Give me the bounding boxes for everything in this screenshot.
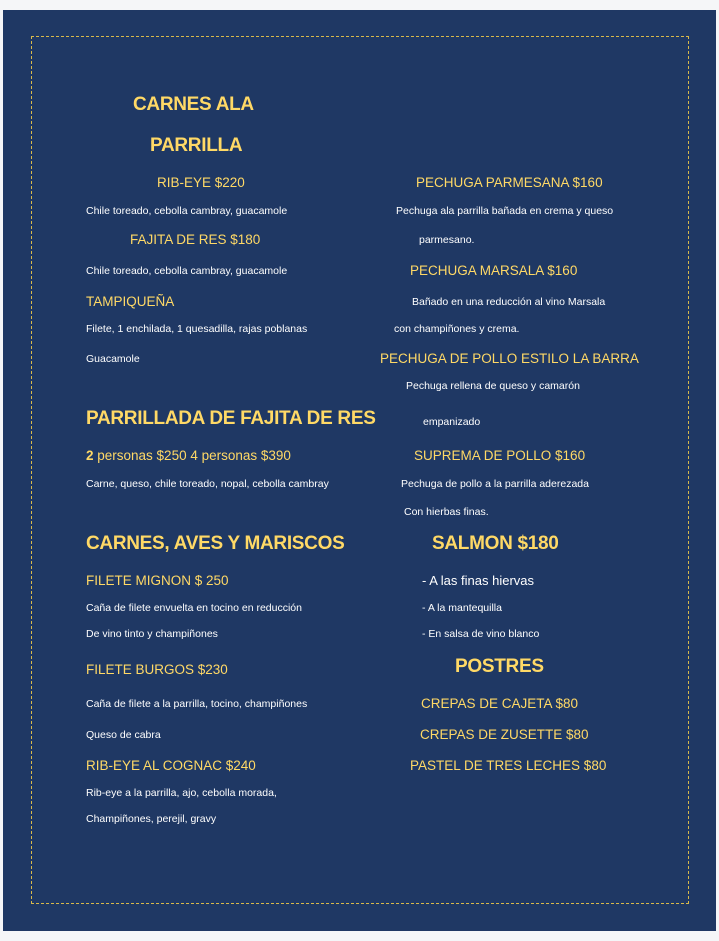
item-fajita-desc: Chile toreado, cebolla cambray, guacamole [86, 265, 288, 277]
item-pechuga-marsala: PECHUGA MARSALA $160 [410, 263, 578, 278]
item-parrillada-prices [86, 448, 291, 463]
section-title-salmon: SALMON $180 [432, 533, 559, 554]
item-filete-mignon: FILETE MIGNON $ 250 [86, 573, 229, 588]
item-tampiquena-desc-1: Filete, 1 enchilada, 1 quesadilla, rajas poblanas [86, 323, 308, 335]
item-pechuga-barra: PECHUGA DE POLLO ESTILO LA BARRA [380, 351, 639, 366]
item-crepas-cajeta: CREPAS DE CAJETA $80 [421, 696, 579, 711]
item-pechuga-barra-desc-1: Pechuga rellena de queso y camarón [406, 380, 580, 392]
item-ribeye-cognac-desc-2: Champiñones, perejil, gravy [86, 813, 217, 825]
item-filete-mignon-desc-1: Caña de filete envuelta en tocino en reducción [86, 602, 302, 614]
item-salmon-option-2: - A la mantequilla [422, 602, 502, 614]
item-salmon-option-1: - A las finas hiervas [422, 573, 534, 588]
item-parrillada-desc: Carne, queso, chile toreado, nopal, cebolla cambray [86, 478, 329, 490]
item-pechuga-parmesana-desc-2: parmesano. [419, 234, 475, 246]
item-crepas-zusette: CREPAS DE ZUSETTE $80 [420, 727, 589, 742]
item-filete-mignon-desc-2: De vino tinto y champiñones [86, 628, 218, 640]
item-pechuga-marsala-desc-2: con champiñones y crema. [394, 323, 520, 335]
parrillada-number: 2 [86, 448, 94, 463]
item-ribeye: RIB-EYE $220 [157, 175, 245, 190]
item-ribeye-cognac: RIB-EYE AL COGNAC $240 [86, 758, 256, 773]
page-border [31, 36, 689, 904]
section-title-parrillada: PARRILLADA DE FAJITA DE RES [86, 408, 376, 429]
item-filete-burgos-desc-1: Caña de filete a la parrilla, tocino, champiñones [86, 698, 308, 710]
parrillada-prices-text: personas $250 4 personas $390 [93, 448, 291, 463]
item-suprema: SUPREMA DE POLLO $160 [414, 448, 586, 463]
item-ribeye-cognac-desc-1: Rib-eye a la parrilla, ajo, cebolla morada, [86, 787, 277, 799]
item-tampiquena: TAMPIQUEÑA [86, 294, 175, 309]
item-pechuga-barra-desc-2: empanizado [423, 416, 481, 428]
item-tampiquena-desc-2: Guacamole [86, 353, 140, 365]
section-title-carnes-parrilla-line1: CARNES ALA [133, 94, 254, 115]
section-title-postres: POSTRES [455, 656, 544, 677]
item-ribeye-desc: Chile toreado, cebolla cambray, guacamole [86, 205, 288, 217]
item-suprema-desc-2: Con hierbas finas. [404, 506, 489, 518]
item-fajita: FAJITA DE RES $180 [130, 232, 261, 247]
item-suprema-desc-1: Pechuga de pollo a la parrilla aderezada [401, 478, 589, 490]
item-pechuga-parmesana-desc-1: Pechuga ala parrilla bañada en crema y queso [396, 205, 614, 217]
item-filete-burgos: FILETE BURGOS $230 [86, 662, 228, 677]
section-title-carnes-parrilla-line2: PARRILLA [150, 135, 243, 156]
section-title-carnes-aves: CARNES, AVES Y MARISCOS [86, 533, 345, 554]
item-filete-burgos-desc-2: Queso de cabra [86, 729, 161, 741]
item-pastel-tres-leches: PASTEL DE TRES LECHES $80 [410, 758, 607, 773]
item-pechuga-marsala-desc-1: Bañado en una reducción al vino Marsala [412, 296, 606, 308]
item-pechuga-parmesana: PECHUGA PARMESANA $160 [416, 175, 603, 190]
item-salmon-option-3: - En salsa de vino blanco [422, 628, 540, 640]
